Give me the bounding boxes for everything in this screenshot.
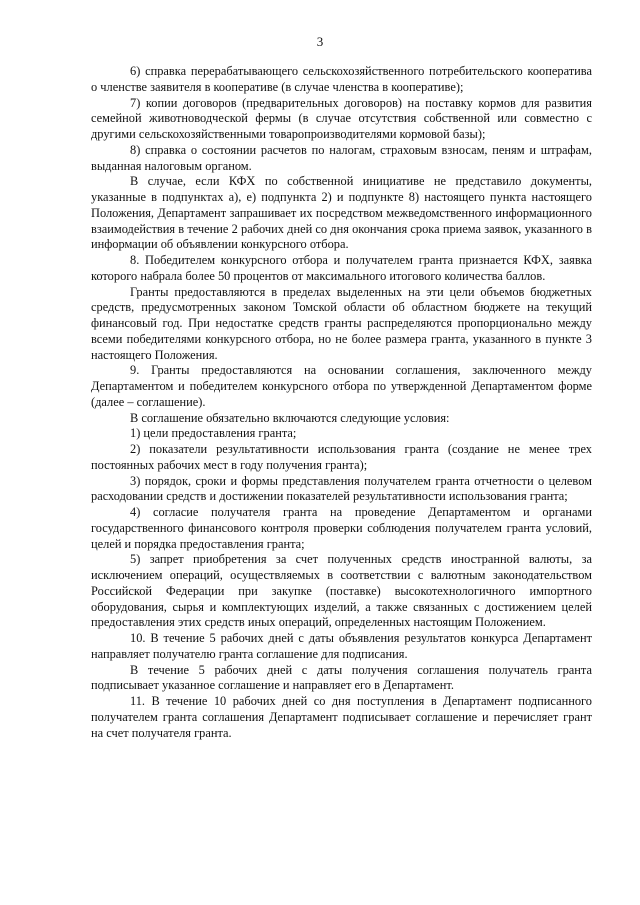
paragraph: 6) справка перерабатывающего сельскохозяйственного потребительского кооператива о членстве заявителя в кооперативе (в случае членства в кооперативе); [91,64,592,94]
paragraph: 4) согласие получателя гранта на проведение Департаментом и органами государственного финансового контроля проверки соблюдения получателем гранта условий, целей и порядка предоставления гранта; [91,505,592,551]
paragraph: 7) копии договоров (предварительных договоров) на поставку кормов для развития семейной животноводческой фермы (в случае отсутствия собственной или совместно с другими сельскохозяйственными товаропроизводителями кормовой базы); [91,95,592,141]
paragraph: В течение 5 рабочих дней с даты получения соглашения получатель гранта подписывает указанное соглашение и направляет его в Департамент. [91,662,592,693]
paragraph: 10. В течение 5 рабочих дней с даты объявления результатов конкурса Департамент направляет получателю гранта соглашение для подписания. [91,631,592,661]
paragraph: 5) запрет приобретения за счет полученных средств иностранной валюты, за исключением операций, осуществляемых в соответствии с валютным законодательством Российской Федерации при закупке (поставке) высокотехнологичного импортного оборудования, сырья и комплектующих изделий, а также связанных с достижением целей предоставления этих средств иных операций, определенных настоящим Положением. [91,552,592,630]
paragraph: 1) цели предоставления гранта; [130,426,297,441]
paragraph: 9. Гранты предоставляются на основании соглашения, заключенного между Департаментом и победителем конкурсного отбора по утвержденной Департаментом форме (далее – соглашение). [91,363,592,409]
paragraph: В соглашение обязательно включаются следующие условия: [130,410,450,425]
paragraph: В случае, если КФХ по собственной инициативе не представило документы, указанные в подпунктах а), е) подпункта 2) и подпункте 8) настоящего пункта настоящего Положения, Департамент запрашивает их посредством межведомственного информационного взаимодействия в течение 2 рабочих дней со дня окончания срока приема заявок, указанного в информации об объявлении конкурсного отбора. [91,174,592,252]
paragraph: 2) показатели результативности использования гранта (создание не менее трех постоянных рабочих мест в году получения гранта); [91,442,592,472]
body-text [91,64,592,741]
paragraph: Гранты предоставляются в пределах выделенных на эти цели объемов бюджетных средств, предусмотренных законом Томской области об областном бюджете на текущий финансовый год. При недостатке средств гранты распределяются пропорционально между всеми победителями конкурсного отбора, но не более размера гранта, указанного в пункте 3 настоящего Положения. [91,284,592,362]
page-number: 3 [316,34,324,49]
paragraph: 8) справка о состоянии расчетов по налогам, страховым взносам, пеням и штрафам, выданная налоговым органом. [91,142,592,173]
paragraph: 8. Победителем конкурсного отбора и получателем гранта признается КФХ, заявка которого набрала более 50 процентов от максимального итогового количества баллов. [91,253,592,283]
paragraph: 11. В течение 10 рабочих дней со дня поступления в Департамент подписанного получателем гранта соглашения Департамент подписывает соглашение и перечисляет грант на счет получателя гранта. [91,694,592,740]
paragraph: 3) порядок, сроки и формы представления получателем гранта отчетности о целевом расходовании средств и достижении показателей результативности использования гранта; [91,473,592,504]
